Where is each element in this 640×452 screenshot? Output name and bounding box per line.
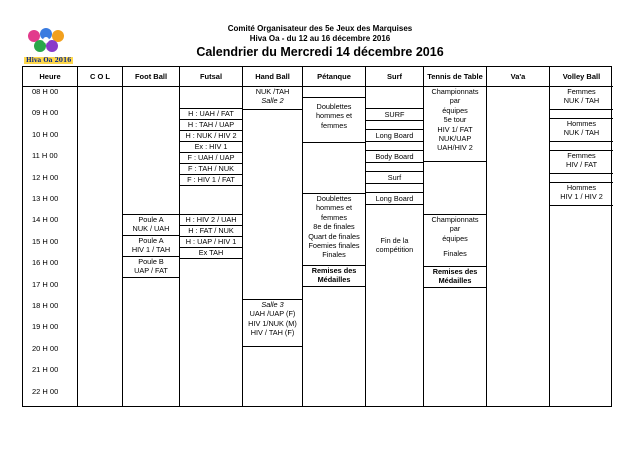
volley-match-4 (550, 182, 613, 206)
football-pool-label: Poule A (138, 236, 164, 245)
futsal-match: H : NUK / HIV 2 (180, 130, 242, 141)
football-match-2 (123, 235, 179, 256)
column-header-col: C O L (78, 67, 122, 87)
volley-line: Femmes (567, 87, 596, 96)
surf-event: SURF (366, 108, 423, 121)
petanque-line: hommes et (315, 203, 353, 213)
tennis-line: équipes (442, 105, 468, 115)
column-col (78, 67, 123, 406)
hour-label: 22 H 00 (32, 386, 59, 396)
hour-label: 11 H 00 (32, 151, 58, 161)
tennis-line: NUK/UAP (438, 134, 472, 144)
football-match-3 (123, 256, 179, 278)
surf-line: compétition (375, 245, 414, 255)
futsal-match: Ex : HIV 1 (180, 141, 242, 152)
handball-venue: Salle 2 (261, 96, 284, 106)
futsal-match: F : UAH / UAP (180, 152, 242, 163)
hour-label: 17 H 00 (32, 279, 59, 289)
schedule-table (22, 66, 612, 407)
tennis-line: Championnats (431, 215, 479, 224)
futsal-match: H : FAT / NUK (180, 225, 242, 236)
column-vaa (487, 67, 550, 406)
futsal-match: H : HIV 2 / UAH (180, 214, 242, 225)
football-pool-label: Poule B (138, 257, 164, 266)
handball-session-1 (243, 87, 302, 110)
tennis-line: Remises des (432, 267, 478, 276)
hour-label: 15 H 00 (32, 236, 59, 246)
petanque-line: Doublettes (316, 102, 352, 111)
football-teams: NUK / UAH (132, 224, 170, 234)
column-heure (23, 67, 78, 406)
petanque-line: Doublettes (316, 194, 352, 203)
handball-match: UAH /UAP (F) (249, 309, 296, 319)
petanque-line: Foemies finales (308, 241, 360, 251)
hour-label: 09 H 00 (32, 108, 59, 118)
organizer-line: Comité Organisateur des 5e Jeux des Marquises (227, 24, 413, 33)
column-header-petanque: Pétanque (303, 67, 365, 87)
column-surf (366, 67, 424, 406)
column-header-surf: Surf (366, 67, 423, 87)
hour-label: 18 H 00 (32, 301, 59, 310)
surf-event: Body Board (366, 150, 423, 163)
volley-line: Hommes (566, 119, 597, 128)
location-dates-line: Hiva Oa - du 12 au 16 décembre 2016 (249, 34, 391, 43)
tennis-line: 5e tour (443, 115, 467, 125)
column-header-handball: Hand Ball (243, 67, 302, 87)
football-teams: UAP / FAT (134, 266, 168, 276)
petanque-morning (303, 97, 365, 143)
surf-line: Fin de la (380, 236, 409, 245)
tennis-line: Finales (443, 249, 467, 259)
volley-match-3 (550, 150, 613, 174)
hour-label: 10 H 00 (32, 129, 59, 139)
column-header-futsal: Futsal (180, 67, 242, 87)
volley-line: HIV / FAT (565, 160, 598, 170)
column-header-heure: Heure (23, 67, 77, 87)
column-football (123, 67, 180, 406)
hour-label: 21 H 00 (32, 365, 59, 375)
tennis-line: Médailles (438, 276, 472, 286)
football-pool-label: Poule A (138, 215, 164, 224)
tennis-line: HIV 1/ FAT (437, 124, 473, 134)
petanque-line: femmes (321, 212, 347, 222)
hour-label: 13 H 00 (32, 194, 59, 203)
petanque-line: 8e de finales (313, 222, 355, 232)
logo-caption: Hiva Oa 2016 (26, 57, 72, 64)
surf-event: Surf (366, 171, 423, 184)
handball-match: HIV 1/NUK (M) (248, 318, 297, 328)
handball-session-2 (243, 299, 302, 347)
futsal-match: F : HIV 1 / FAT (180, 174, 242, 186)
surf-event: Long Board (366, 192, 423, 205)
column-futsal (180, 67, 243, 406)
futsal-match: H : UAH / FAT (180, 108, 242, 119)
column-header-vaa: Va'a (487, 67, 549, 87)
petanque-afternoon (303, 193, 365, 265)
hour-label: 19 H 00 (32, 322, 59, 332)
futsal-match: Ex TAH (180, 247, 242, 259)
hour-label: 16 H 00 (32, 258, 59, 268)
petanque-line: Quart de finales (308, 231, 360, 241)
tennis-finals (424, 214, 486, 266)
petanque-line: Remises des (311, 266, 357, 275)
volley-line: NUK / TAH (563, 128, 600, 138)
petanque-line: Finales (322, 250, 346, 260)
hour-label: 14 H 00 (32, 215, 59, 225)
volley-match-1 (550, 87, 613, 110)
surf-event: Long Board (366, 129, 423, 142)
handball-teams: NUK /TAH (255, 87, 290, 96)
column-handball (243, 67, 303, 406)
column-header-football: Foot Ball (123, 67, 179, 87)
tennis-line: UAH/HIV 2 (437, 143, 473, 153)
tennis-medals (424, 266, 486, 288)
futsal-match: H : TAH / UAP (180, 119, 242, 130)
tennis-line: équipes (442, 233, 468, 243)
petanque-line: Médailles (317, 275, 351, 285)
tennis-round-5 (424, 87, 486, 162)
column-header-volley: Volley Ball (550, 67, 613, 87)
volley-line: NUK / TAH (563, 96, 600, 106)
handball-match: HIV / TAH (F) (250, 328, 295, 338)
petanque-line: hommes et (315, 111, 353, 121)
petanque-line: femmes (321, 120, 347, 130)
football-teams: HIV 1 / TAH (131, 245, 171, 255)
tennis-line: par (449, 224, 461, 234)
tennis-line: par (449, 96, 461, 106)
page-title: Calendrier du Mercredi 14 décembre 2016 (196, 45, 444, 59)
tennis-line: Championnats (431, 87, 479, 96)
hour-label: 12 H 00 (32, 172, 59, 182)
hour-label: 20 H 00 (32, 343, 59, 353)
volley-line: Hommes (566, 183, 597, 192)
column-volley (550, 67, 613, 406)
column-header-tennis: Tennis de Table (424, 67, 486, 87)
volley-match-2 (550, 118, 613, 142)
futsal-match: H : UAP / HIV 1 (180, 236, 242, 247)
football-match-1 (123, 214, 179, 235)
surf-end-of-competition (366, 236, 423, 258)
column-tennis (424, 67, 487, 406)
hour-label: 08 H 00 (32, 87, 59, 96)
volley-line: HIV 1 / HIV 2 (560, 192, 603, 202)
volley-line: Femmes (567, 151, 596, 160)
petanque-medals (303, 265, 365, 287)
handball-venue: Salle 3 (261, 300, 284, 309)
futsal-match: F : TAH / NUK (180, 163, 242, 174)
column-petanque (303, 67, 366, 406)
